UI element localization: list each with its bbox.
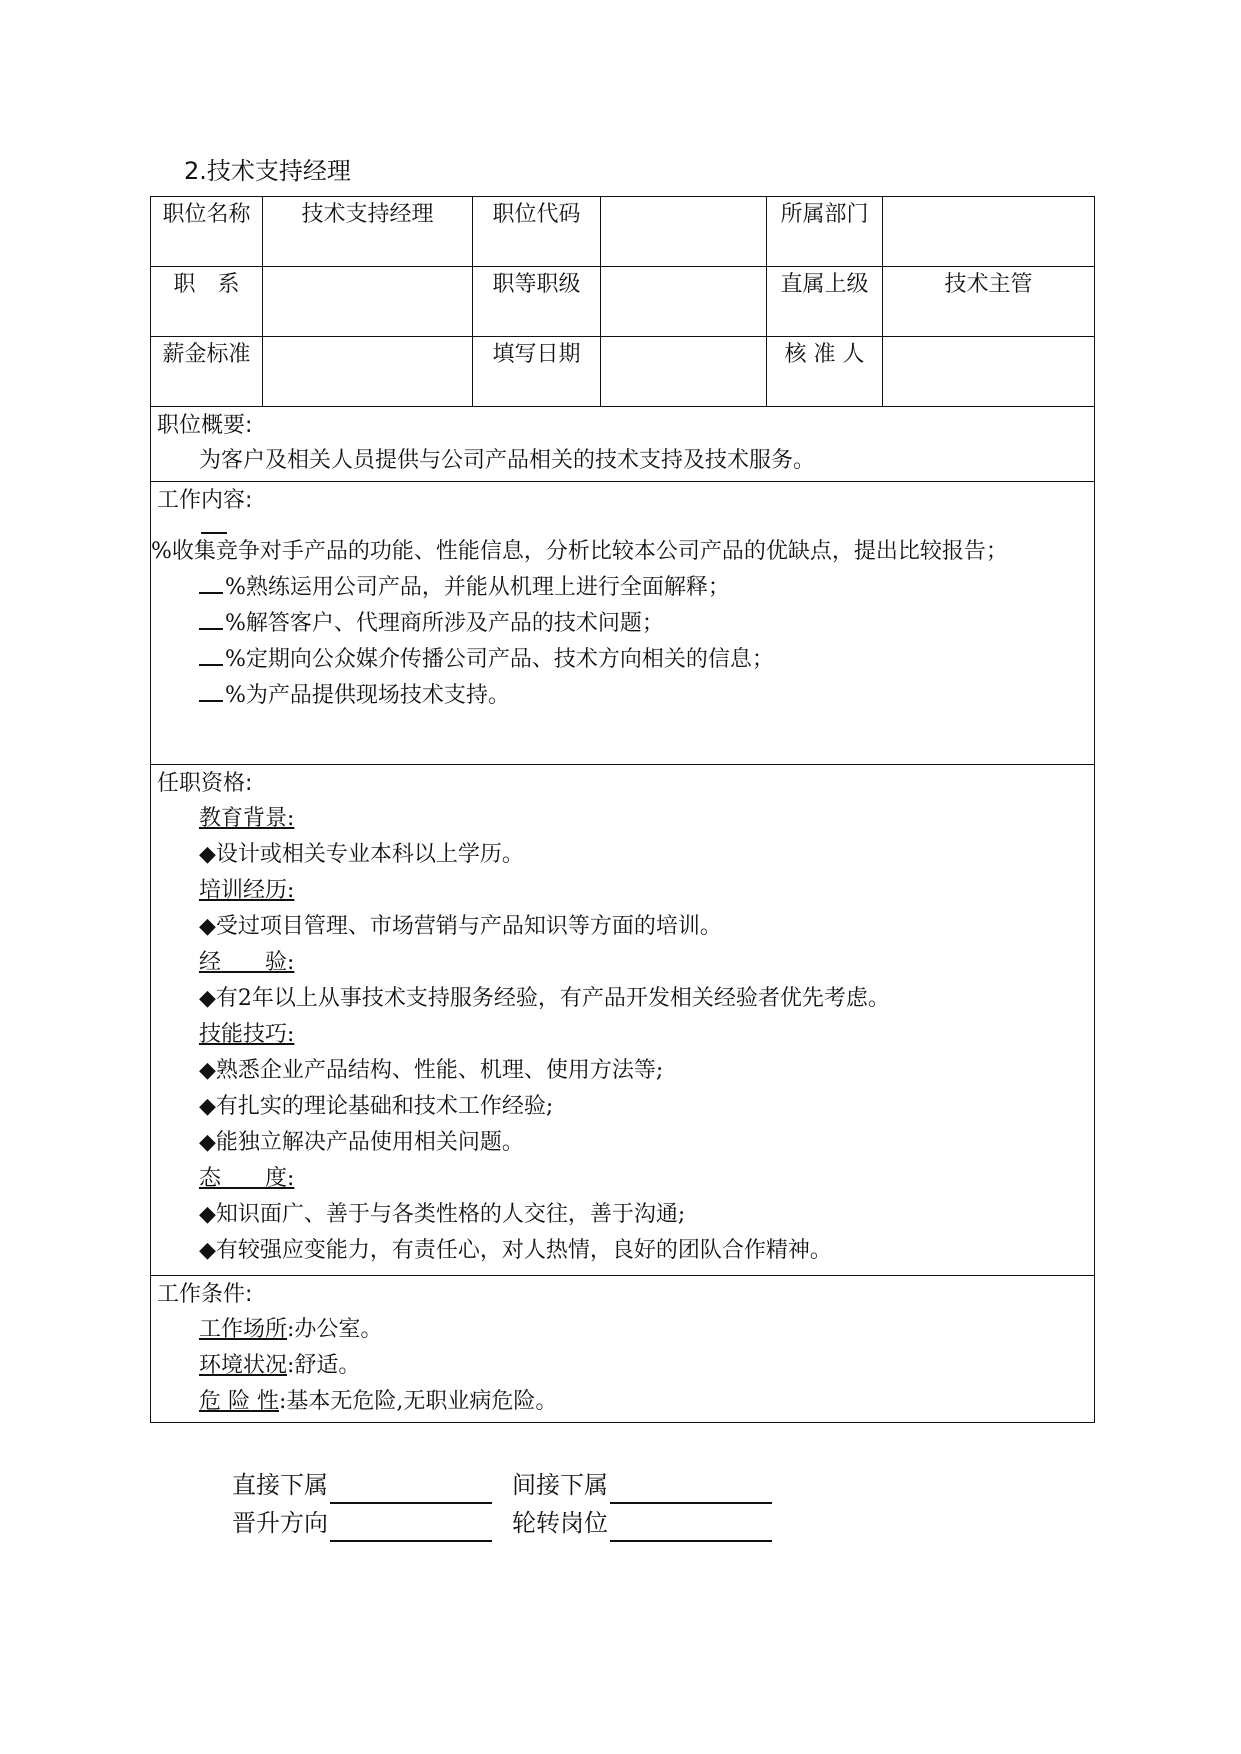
condition-hazard-label: 危 险 性 xyxy=(199,1389,279,1414)
condition-environment-label: 环境状况 xyxy=(199,1353,288,1378)
duty-5-blank xyxy=(199,680,223,702)
qualifications-section xyxy=(151,765,1095,1276)
job-description-table xyxy=(150,196,1095,1423)
info-row-2 xyxy=(151,267,1095,337)
label-fill-date: 填写日期 xyxy=(473,337,601,407)
footer-row-1 xyxy=(232,1466,792,1504)
direct-subordinate-field xyxy=(232,1466,492,1504)
value-fill-date xyxy=(601,337,767,407)
promotion-label: 晋升方向 xyxy=(232,1509,328,1537)
condition-environment xyxy=(157,1348,1088,1384)
value-direct-superior: 技术主管 xyxy=(883,267,1095,337)
training-item-1: ◆受过项目管理、市场营销与产品知识等方面的培训。 xyxy=(199,914,722,939)
duty-item-3 xyxy=(157,606,1088,642)
duty-item-1: %收集竞争对手产品的功能、性能信息，分析比较本公司产品的优缺点，提出比较报告； xyxy=(151,539,1008,564)
duty-4-blank xyxy=(199,644,223,666)
indirect-subordinate-line xyxy=(610,1474,772,1504)
condition-hazard-value: :基本无危险,无职业病危险。 xyxy=(279,1389,558,1414)
skills-label: 技能技巧: xyxy=(199,1022,295,1047)
condition-place-value: :办公室。 xyxy=(287,1317,383,1342)
duty-item-5-text: %为产品提供现场技术支持。 xyxy=(225,683,510,708)
direct-subordinate-line xyxy=(330,1474,492,1504)
summary-text: 为客户及相关人员提供与公司产品相关的技术支持及技术服务。 xyxy=(199,448,816,473)
label-position-code: 职位代码 xyxy=(473,197,601,267)
duty-item-5 xyxy=(157,678,1088,714)
label-direct-superior: 直属上级 xyxy=(767,267,883,337)
promotion-field xyxy=(232,1504,492,1542)
indirect-subordinate-field xyxy=(512,1466,772,1504)
duty-item-3-text: %解答客户、代理商所涉及产品的技术问题； xyxy=(225,611,664,636)
duties-row xyxy=(151,482,1095,765)
duty-item-4 xyxy=(157,642,1088,678)
info-row-3 xyxy=(151,337,1095,407)
duties-title: 工作内容: xyxy=(157,488,253,513)
duty-3-blank xyxy=(199,608,223,630)
qualifications-title: 任职资格: xyxy=(157,771,253,796)
skills-item-2: ◆有扎实的理论基础和技术工作经验; xyxy=(199,1094,554,1119)
value-position-code xyxy=(601,197,767,267)
experience-item-1: ◆有2年以上从事技术支持服务经验，有产品开发相关经验者优先考虑。 xyxy=(199,986,890,1011)
rotation-field xyxy=(512,1504,772,1542)
value-grade-level xyxy=(601,267,767,337)
duty-item-2-text: %熟练运用公司产品，并能从机理上进行全面解释； xyxy=(225,575,730,600)
rotation-label: 轮转岗位 xyxy=(512,1509,608,1537)
training-label: 培训经历: xyxy=(199,878,295,903)
condition-environment-value: :舒适。 xyxy=(287,1353,361,1378)
label-approver: 核 准 人 xyxy=(767,337,883,407)
label-salary-standard: 薪金标准 xyxy=(151,337,263,407)
value-department xyxy=(883,197,1095,267)
summary-section xyxy=(151,407,1095,482)
attitude-item-2: ◆有较强应变能力，有责任心，对人热情，良好的团队合作精神。 xyxy=(199,1238,832,1263)
education-item-1: ◆设计或相关专业本科以上学历。 xyxy=(199,842,524,867)
info-row-1 xyxy=(151,197,1095,267)
conditions-row xyxy=(151,1276,1095,1423)
value-salary-standard xyxy=(263,337,473,407)
summary-title: 职位概要: xyxy=(157,413,253,438)
page-heading: 2.技术支持经理 xyxy=(184,157,351,185)
conditions-section xyxy=(151,1276,1095,1423)
duty-2-blank xyxy=(199,572,223,594)
value-approver xyxy=(883,337,1095,407)
condition-place xyxy=(157,1312,1088,1348)
footer-fields xyxy=(232,1466,792,1542)
attitude-label: 态 度: xyxy=(199,1166,295,1191)
promotion-line xyxy=(330,1512,492,1542)
duties-section xyxy=(151,482,1095,765)
conditions-title: 工作条件: xyxy=(157,1282,253,1307)
skills-item-3: ◆能独立解决产品使用相关问题。 xyxy=(199,1130,524,1155)
skills-item-1: ◆熟悉企业产品结构、性能、机理、使用方法等; xyxy=(199,1058,664,1083)
label-position-name: 职位名称 xyxy=(151,197,263,267)
attitude-item-1: ◆知识面广、善于与各类性格的人交往，善于沟通; xyxy=(199,1202,686,1227)
education-label: 教育背景: xyxy=(199,806,295,831)
summary-row xyxy=(151,407,1095,482)
label-job-family: 职 系 xyxy=(151,267,263,337)
footer-row-2 xyxy=(232,1504,792,1542)
rotation-line xyxy=(610,1512,772,1542)
indirect-subordinate-label: 间接下属 xyxy=(512,1471,608,1499)
label-department: 所属部门 xyxy=(767,197,883,267)
direct-subordinate-label: 直接下属 xyxy=(232,1471,328,1499)
condition-place-label: 工作场所 xyxy=(199,1317,288,1342)
experience-label: 经 验: xyxy=(199,950,295,975)
value-position-name: 技术支持经理 xyxy=(263,197,473,267)
duty-1-blank xyxy=(201,518,227,534)
duty-item-4-text: %定期向公众媒介传播公司产品、技术方向相关的信息； xyxy=(225,647,774,672)
duty-item-2 xyxy=(157,570,1088,606)
qualifications-row xyxy=(151,765,1095,1276)
label-grade-level: 职等职级 xyxy=(473,267,601,337)
condition-hazard xyxy=(157,1384,1088,1420)
value-job-family xyxy=(263,267,473,337)
